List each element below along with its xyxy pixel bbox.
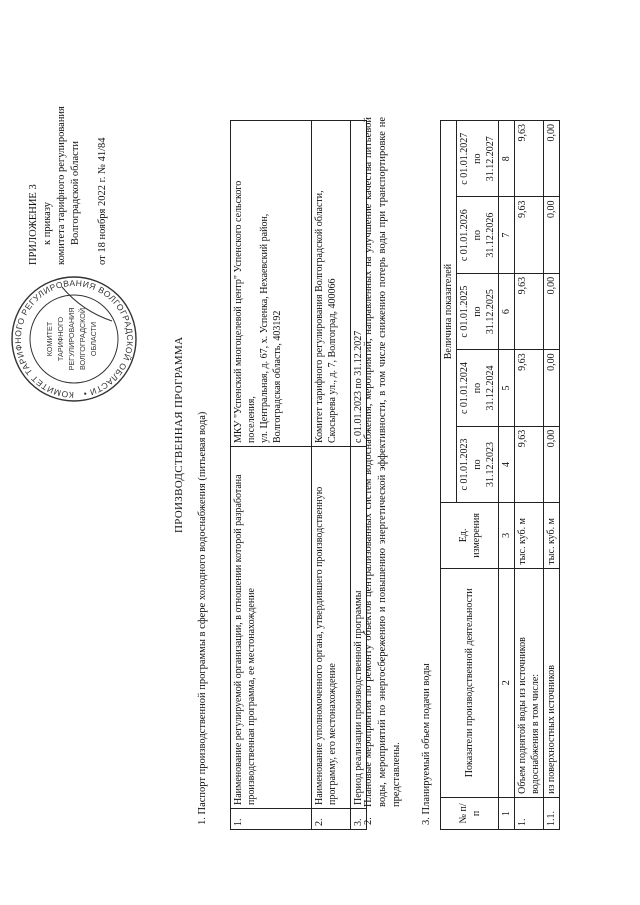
period-by: по	[472, 306, 483, 317]
row-value: 9,63	[515, 121, 544, 197]
passport-table	[230, 120, 367, 830]
header-num: № п/п	[441, 797, 499, 829]
section-2-text: Плановые мероприятия по ремонту объектов централизованных систем водоснабжения, мероприятий, направленных на улучшение качества питьевой воды, мероприятий по энергосбережению и повышению энергетической эффективности, в том числе снижению потерь воды при транспортировке не представлены.	[363, 117, 402, 807]
header-group: Величина показателей	[441, 121, 457, 503]
period-to: 31.12.2025	[485, 289, 496, 335]
value-line: ул. Центральная, д. 67, х. Успенка, Нехаевский район,	[259, 213, 270, 443]
row-value: 9,63	[515, 426, 544, 502]
header-period	[457, 350, 499, 426]
row-number: 1.	[231, 809, 312, 830]
row-indicator: Объем поднятой воды из источников водоснабжения в том числе:	[515, 568, 544, 797]
row-value: 9,63	[515, 197, 544, 273]
row-number: 1.1.	[544, 797, 560, 829]
order-date: от 18 ноября 2022 г. № 41/84	[97, 137, 108, 265]
column-number: 2	[499, 568, 515, 797]
row-number: 2.	[312, 809, 351, 830]
row-number: 3.	[351, 809, 367, 830]
column-number: 1	[499, 797, 515, 829]
row-label: Наименование уполномоченного органа, утвердившего производственную программу, его местонахождение	[312, 447, 351, 809]
period-from: с 01.01.2027	[459, 132, 470, 185]
period-to: 31.12.2024	[485, 365, 496, 411]
order-reference: к приказу	[42, 202, 53, 245]
column-number: 5	[499, 350, 515, 426]
column-number: 4	[499, 426, 515, 502]
section-3-heading: 3. Планируемый объем подачи воды	[421, 663, 432, 825]
row-value: 9,63	[515, 350, 544, 426]
value-line: с 01.01.2023 по 31.12.2027	[353, 330, 364, 443]
period-by: по	[472, 382, 483, 394]
row-value: 0,00	[544, 426, 560, 502]
period-to: 31.12.2026	[485, 212, 496, 258]
row-number: 1.	[515, 797, 544, 829]
value-line: Волгоградская область, 403192	[272, 310, 283, 443]
header-period	[457, 273, 499, 349]
period-by: по	[472, 459, 483, 470]
row-value: 0,00	[544, 121, 560, 197]
period-by: по	[472, 153, 483, 164]
row-value: 9,63	[515, 273, 544, 349]
table-row	[312, 121, 351, 830]
row-indicator: из поверхностных источников	[544, 568, 560, 797]
svg-text:ВОЛГОГРАДСКОЙ: ВОЛГОГРАДСКОЙ	[78, 307, 87, 371]
appendix-label: ПРИЛОЖЕНИЕ 3	[28, 184, 39, 265]
period-to: 31.12.2027	[485, 136, 496, 182]
svg-text:РЕГУЛИРОВАНИЯ: РЕГУЛИРОВАНИЯ	[67, 307, 76, 371]
period-from: с 01.01.2023	[459, 438, 470, 491]
section-2-number: 2.	[363, 817, 374, 825]
period-by: по	[472, 230, 483, 241]
row-value: 0,00	[544, 350, 560, 426]
water-volume-table	[440, 120, 560, 830]
column-number: 3	[499, 503, 515, 568]
period-from: с 01.01.2026	[459, 209, 470, 262]
header-indicator: Показатели производственной деятельности	[441, 568, 499, 797]
official-seal-stamp	[8, 273, 140, 405]
svg-text:ТАРИФНОГО: ТАРИФНОГО	[56, 316, 65, 362]
column-number: 6	[499, 273, 515, 349]
value-line: Скосырева ул., д. 7, Волгоград, 400066	[327, 278, 338, 443]
header-unit: Ед. измерения	[441, 503, 499, 568]
row-unit: тыс. куб. м	[544, 503, 560, 568]
table-row	[231, 121, 312, 830]
svg-text:КОМИТЕТ ТАРИФНОГО РЕГУЛИРОВАНИ: КОМИТЕТ ТАРИФНОГО РЕГУЛИРОВАНИЯ ВОЛГОГРАДСКОЙ ОБЛАСТИ •	[12, 277, 136, 401]
period-to: 31.12.2023	[485, 441, 496, 487]
value-line: МКУ "Успенский многоцелевой центр" Успенского сельского	[233, 180, 244, 443]
svg-text:КОМИТЕТ: КОМИТЕТ	[45, 321, 54, 357]
column-number: 8	[499, 121, 515, 197]
value-line: поселения,	[246, 396, 257, 443]
svg-text:ОБЛАСТИ: ОБЛАСТИ	[89, 321, 98, 357]
header-period	[457, 121, 499, 197]
row-value	[312, 121, 351, 447]
header-period	[457, 197, 499, 273]
row-label: Период реализации производственной программы	[351, 447, 367, 809]
section-1-heading: 1. Паспорт производственной программы в сфере холодного водоснабжения (питьевая вода)	[197, 411, 208, 825]
row-value: 0,00	[544, 273, 560, 349]
table-row	[544, 121, 560, 830]
row-unit: тыс. куб. м	[515, 503, 544, 568]
value-line: Комитет тарифного регулирования Волгоградской области,	[314, 190, 325, 443]
header-period	[457, 426, 499, 502]
document-title: ПРОИЗВОДСТВЕННАЯ ПРОГРАММА	[173, 336, 185, 533]
row-label: Наименование регулируемой организации, в отношении которой разработана производственная программа, ее местонахождение	[231, 447, 312, 809]
committee-line-2: Волгоградской области	[70, 140, 81, 245]
row-value	[231, 121, 312, 447]
column-number: 7	[499, 197, 515, 273]
row-value: 0,00	[544, 197, 560, 273]
table-header-row	[441, 121, 457, 830]
period-from: с 01.01.2025	[459, 285, 470, 338]
committee-line-1: комитета тарифного регулирования	[56, 106, 67, 265]
period-from: с 01.01.2024	[459, 362, 470, 415]
column-number-row	[499, 121, 515, 830]
table-row	[515, 121, 544, 830]
